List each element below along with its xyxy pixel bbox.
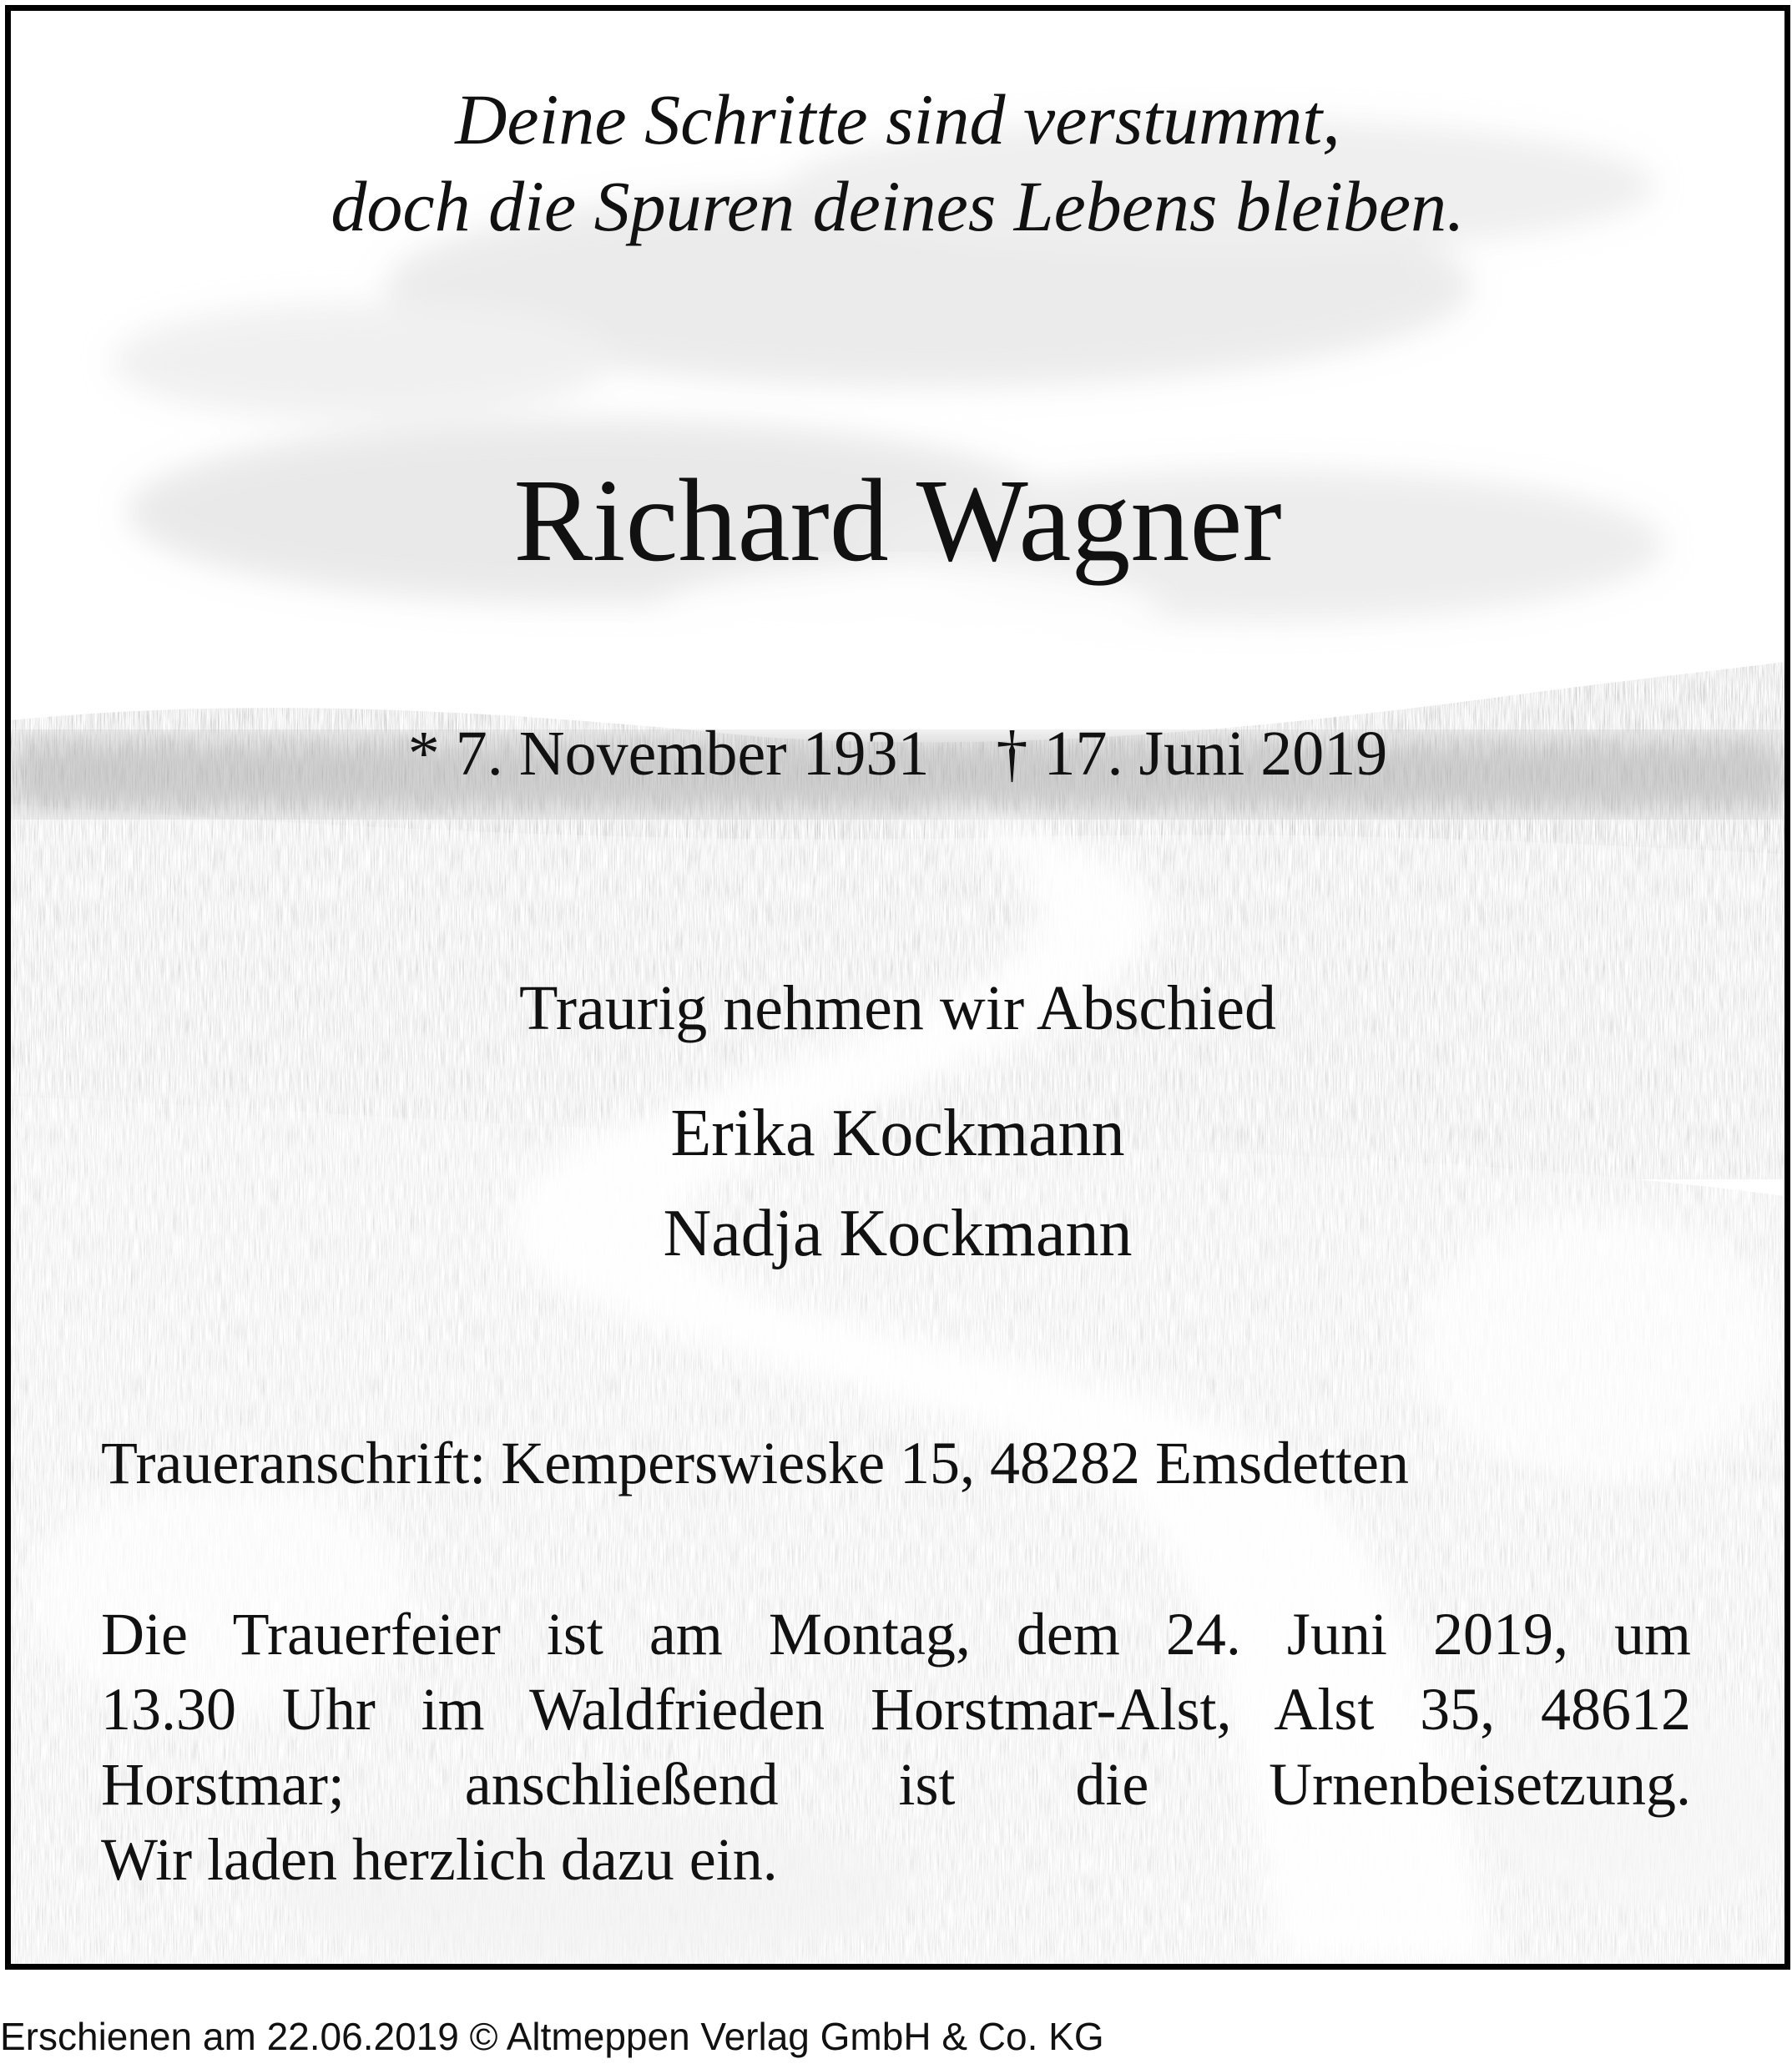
ceremony-paragraph — [101, 1597, 1691, 1897]
farewell-line: Traurig nehmen wir Abschied — [519, 973, 1276, 1043]
deceased-name: Richard Wagner — [513, 454, 1282, 586]
publication-footer: Erschienen am 22.06.2019 © Altmeppen Verlag GmbH & Co. KG — [0, 2015, 1104, 2058]
motto-line-2: doch die Spuren deines Lebens bleiben. — [331, 166, 1465, 246]
death-date: † 17. Juni 2019 — [996, 719, 1388, 789]
ceremony-line: Horstmar; anschließend ist die Urnenbeisetzung. — [101, 1751, 1691, 1818]
mourner-name: Erika Kockmann — [670, 1097, 1125, 1170]
motto-line-1: Deine Schritte sind verstummt, — [455, 79, 1340, 159]
birth-date: * 7. November 1931 — [407, 719, 930, 789]
mourning-address: Traueranschrift: Kemperswieske 15, 48282 Emsdetten — [101, 1430, 1409, 1496]
ceremony-line: Wir laden herzlich dazu ein. — [101, 1826, 778, 1893]
motto-quote — [11, 76, 1784, 250]
obituary-notice — [5, 5, 1790, 1970]
mourner-name: Nadja Kockmann — [663, 1197, 1133, 1270]
life-dates — [11, 716, 1784, 791]
mourners-list — [11, 1083, 1784, 1284]
ceremony-line: 13.30 Uhr im Waldfrieden Horstmar-Alst, Alst 35, 48612 — [101, 1676, 1691, 1743]
ceremony-line: Die Trauerfeier ist am Montag, dem 24. Juni 2019, um — [101, 1601, 1691, 1668]
